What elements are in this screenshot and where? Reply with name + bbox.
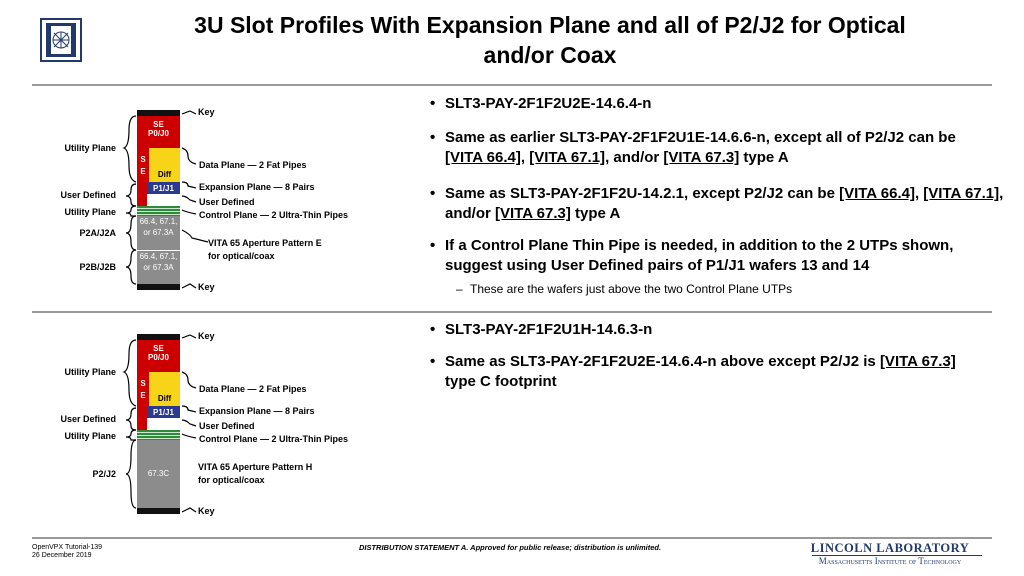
bullet-2-tail: type A bbox=[739, 149, 789, 166]
bottom-divider bbox=[32, 537, 992, 539]
p2-label: 67.3C bbox=[147, 469, 170, 478]
s-label: S bbox=[140, 379, 146, 388]
vita-67-1-link[interactable]: [VITA 67.1] bbox=[529, 149, 606, 166]
footer-tutorial: OpenVPX Tutorial-139 bbox=[32, 544, 103, 551]
label-utility-plane-2: Utility Plane bbox=[64, 207, 116, 217]
middle-divider bbox=[32, 311, 992, 313]
label-control-plane: Control Plane — 2 Ultra-Thin Pipes bbox=[199, 210, 349, 220]
label-data-plane: Data Plane — 2 Fat Pipes bbox=[199, 160, 307, 170]
p2b-label: 66.4, 67.1, or 67.3A bbox=[139, 252, 178, 272]
e-label: E bbox=[140, 167, 146, 176]
bullet-2: • Same as SLT3-PAY-2F1F2U2E-14.6.4-n above except P2/J2 is [VITA 67.3] type C footprint bbox=[430, 353, 956, 390]
vita-67-3-link[interactable]: [VITA 67.3] bbox=[495, 205, 571, 222]
s-label: S bbox=[140, 155, 146, 164]
p0-label: P0/J0 bbox=[148, 353, 169, 362]
label-p2: P2/J2 bbox=[92, 469, 116, 479]
bullet-2-sep: , bbox=[520, 149, 530, 166]
bullet-3-text: Same as SLT3-PAY-2F1F2U-14.2.1, except P2/J2 can be bbox=[445, 185, 840, 202]
top-divider bbox=[32, 84, 992, 86]
bullet-1-text: SLT3-PAY-2F1F2U2E-14.6.4-n bbox=[445, 95, 652, 112]
distribution-statement: DISTRIBUTION STATEMENT A. Approved for public release; distribution is unlimited. bbox=[358, 543, 662, 552]
footer-date: 26 December 2019 bbox=[32, 552, 92, 559]
se-label: SE bbox=[153, 344, 164, 353]
bullet-1: • SLT3-PAY-2F1F2U2E-14.6.4-n bbox=[430, 95, 652, 112]
bullet-4: • If a Control Plane Thin Pipe is needed, in addition to the 2 UTPs shown, suggest using User Defined pairs of P1/J1 wafers 13 and 14 bbox=[430, 237, 954, 274]
vita-67-1-link[interactable]: [VITA 67.1] bbox=[923, 185, 1000, 202]
label-expansion-plane: Expansion Plane — 8 Pairs bbox=[199, 406, 315, 416]
bullet-3-sep: , and/or bbox=[445, 185, 1004, 222]
sub-bullet-1: – These are the wafers just above the two Control Plane UTPs bbox=[456, 282, 793, 296]
lincoln-lab-logo-icon bbox=[40, 18, 82, 62]
mit-wordmark: Massachusetts Institute of Technology bbox=[818, 556, 962, 566]
lincoln-laboratory-wordmark: LINCOLN LABORATORY bbox=[810, 541, 970, 555]
p2a-label: 66.4, 67.1, or 67.3A bbox=[139, 217, 178, 237]
bullet-3-tail: type A bbox=[570, 205, 621, 222]
p1-label: P1/J1 bbox=[153, 408, 174, 417]
bullet-4-text: If a Control Plane Thin Pipe is needed, in addition to the 2 UTPs shown, suggest using User Defined pairs of P1/J1 wafers 13 and 14 bbox=[445, 237, 954, 274]
label-vita-optical: for optical/coax bbox=[198, 475, 265, 485]
bullet-1-text: SLT3-PAY-2F1F2U1H-14.6.3-n bbox=[445, 321, 653, 338]
label-key-bottom: Key bbox=[198, 282, 215, 292]
label-user-defined: User Defined bbox=[60, 190, 116, 200]
label-utility-plane-2: Utility Plane bbox=[64, 431, 116, 441]
bullet-1: • SLT3-PAY-2F1F2U1H-14.6.3-n bbox=[430, 321, 653, 338]
label-vita-pattern: VITA 65 Aperture Pattern H bbox=[198, 462, 313, 472]
se-label: SE bbox=[153, 120, 164, 129]
bullet-2-text: Same as earlier SLT3-PAY-2F1F2U1E-14.6.6-n, except all of P2/J2 can be bbox=[445, 129, 956, 146]
vita-66-4-link[interactable]: [VITA 66.4] bbox=[839, 185, 915, 202]
p1-label: P1/J1 bbox=[153, 184, 174, 193]
label-p2a: P2A/J2A bbox=[79, 228, 116, 238]
label-user-defined: User Defined bbox=[60, 414, 116, 424]
bullet-3-sep: , bbox=[914, 185, 924, 202]
label-vita-pattern: VITA 65 Aperture Pattern E bbox=[208, 238, 322, 248]
label-utility-plane-1: Utility Plane bbox=[64, 143, 116, 153]
label-user-defined-right: User Defined bbox=[199, 421, 255, 431]
bullet-2-text: Same as SLT3-PAY-2F1F2U2E-14.6.4-n above except P2/J2 is bbox=[445, 353, 880, 370]
e-label: E bbox=[140, 391, 146, 400]
vita-67-3-link[interactable]: [VITA 67.3] bbox=[663, 149, 740, 166]
diff-label: Diff bbox=[157, 170, 172, 179]
label-utility-plane-1: Utility Plane bbox=[64, 367, 116, 377]
sub-bullet-1-text: These are the wafers just above the two Control Plane UTPs bbox=[470, 282, 793, 296]
label-expansion-plane: Expansion Plane — 8 Pairs bbox=[199, 182, 315, 192]
title-line-1: 3U Slot Profiles With Expansion Plane and all of P2/J2 for Optical bbox=[194, 12, 906, 38]
label-vita-optical: for optical/coax bbox=[208, 251, 275, 261]
label-control-plane: Control Plane — 2 Ultra-Thin Pipes bbox=[199, 434, 349, 444]
footer-meta bbox=[32, 544, 102, 560]
page-title bbox=[120, 10, 980, 70]
title-line-2: and/or Coax bbox=[483, 42, 617, 68]
diff-label: Diff bbox=[157, 394, 172, 403]
label-p2b: P2B/J2B bbox=[79, 262, 116, 272]
bullet-2: • Same as earlier SLT3-PAY-2F1F2U1E-14.6.6-n, except all of P2/J2 can be [VITA 66.4], [VITA 67.1], and/or [VITA 67.3] type A bbox=[430, 129, 956, 166]
label-key-top: Key bbox=[198, 331, 215, 341]
bullet-2-sep: , and/or bbox=[605, 149, 664, 166]
label-data-plane: Data Plane — 2 Fat Pipes bbox=[199, 384, 307, 394]
label-user-defined-right: User Defined bbox=[199, 197, 255, 207]
label-key-bottom: Key bbox=[198, 506, 215, 516]
vita-67-3-link[interactable]: [VITA 67.3] bbox=[879, 353, 956, 370]
bullet-2-tail: type C footprint bbox=[445, 373, 557, 390]
label-key-top: Key bbox=[198, 107, 215, 117]
p0-label: P0/J0 bbox=[148, 129, 169, 138]
bullet-3: • Same as SLT3-PAY-2F1F2U-14.2.1, except P2/J2 can be [VITA 66.4], [VITA 67.1], and/or [VITA 67.3] type A bbox=[430, 185, 1004, 222]
vita-66-4-link[interactable]: [VITA 66.4] bbox=[445, 149, 521, 166]
